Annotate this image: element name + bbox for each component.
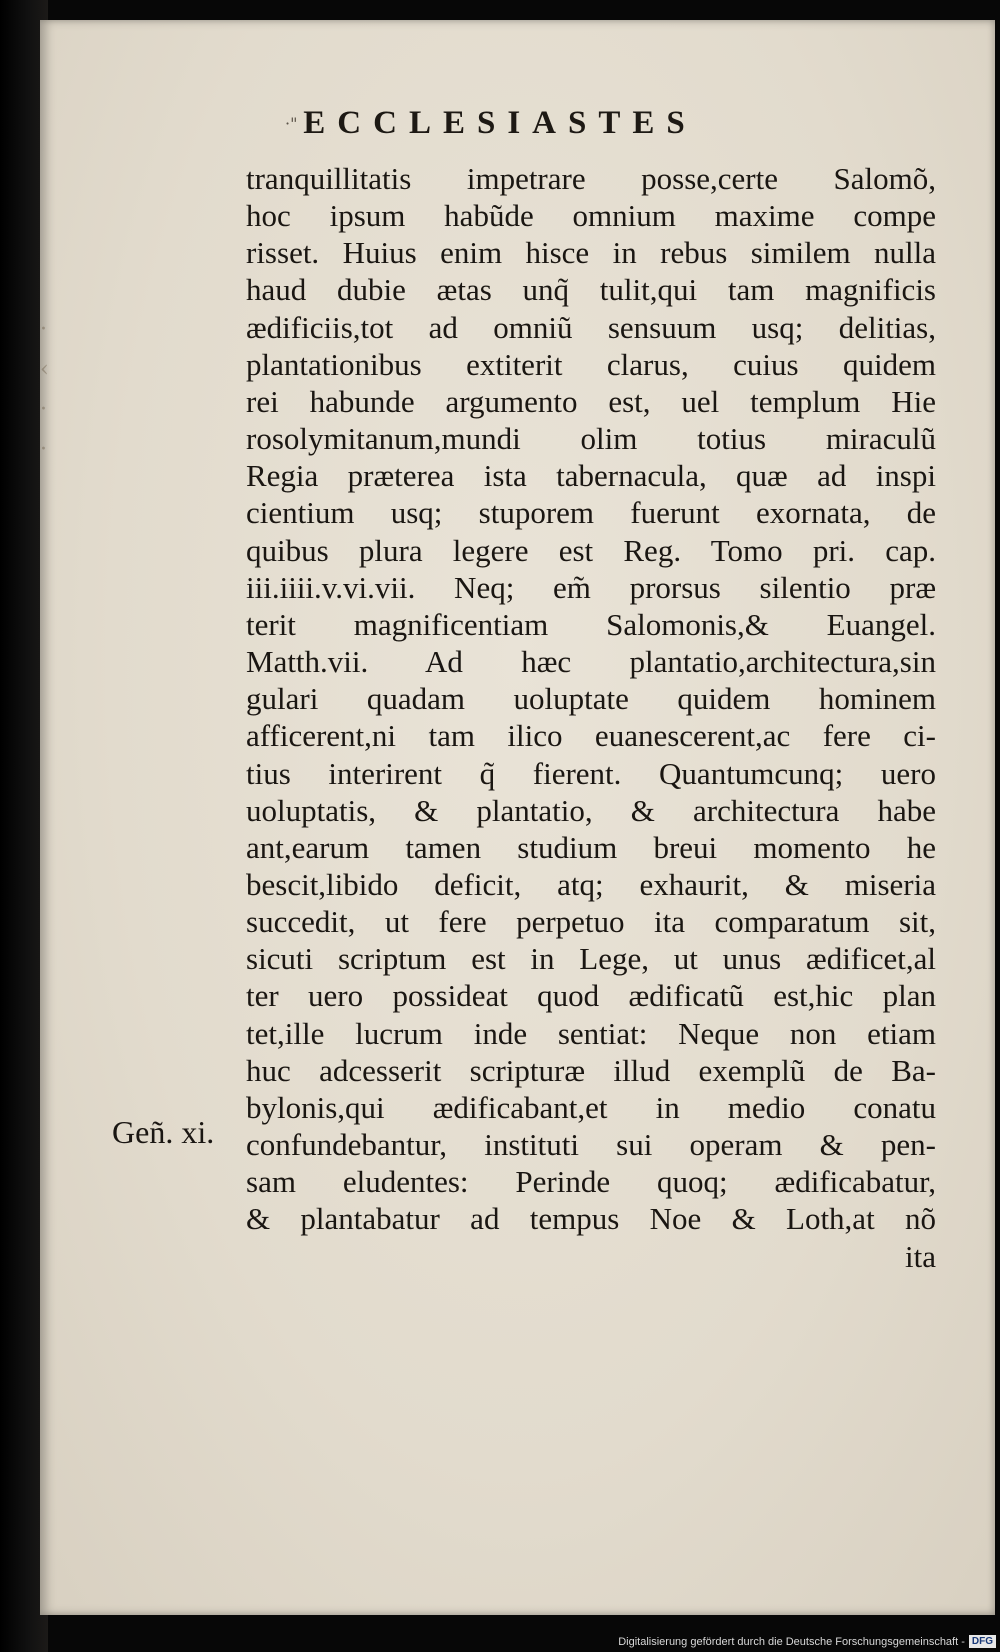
text-line: plantationibus extiterit clarus, cuius quidem: [246, 346, 936, 382]
footer-credit: Digitalisierung gefördert durch die Deutsche Forschungsgemeinschaft -: [618, 1635, 965, 1648]
text-line: sam eludentes: Perinde quoq; ædificabatur,: [246, 1164, 936, 1200]
text-line: iii.iiii.v.vi.vii. Neq; em̃ prorsus silentio præ: [246, 569, 936, 605]
body-text: [246, 160, 936, 1275]
text-line: huc adcesserit scripturæ illud exemplũ de Ba-: [246, 1052, 936, 1088]
text-line: tet,ille lucrum inde sentiat: Neque non etiam: [246, 1015, 936, 1051]
text-line: sicuti scriptum est in Lege, ut unus ædificet,al: [246, 941, 936, 977]
show-through-marks: · ‹ · ·: [40, 317, 49, 462]
text-line: haud dubie ætas unq̃ tulit,qui tam magnificis: [246, 272, 936, 308]
text-line: gulari quadam uoluptate quidem hominem: [246, 681, 936, 717]
text-line: ant,earum tamen studium breui momento he: [246, 829, 936, 865]
text-line: bylonis,qui ædificabant,et in medio conatu: [246, 1089, 936, 1125]
text-line: tius interirent q̃ fierent. Quantumcunq; uero: [246, 755, 936, 791]
text-line: uoluptatis, & plantatio, & architectura habe: [246, 792, 936, 828]
digitization-footer: [618, 1635, 996, 1648]
text-line: ædificiis,tot ad omniũ sensuum usq; delitias,: [246, 309, 936, 345]
text-line: ita: [905, 1238, 936, 1274]
text-line: tranquillitatis impetrare posse,certe Salomõ,: [246, 161, 936, 196]
text-line: bescit,libido deficit, atq; exhaurit, & miseria: [246, 866, 936, 902]
running-head: ECCLESIASTES: [303, 105, 697, 141]
text-line: afficerent,ni tam ilico euanescerent,ac fere ci-: [246, 718, 936, 754]
text-line: risset. Huius enim hisce in rebus similem nulla: [246, 235, 936, 271]
margin-note: Geñ. xi.: [112, 1114, 215, 1150]
text-line: quibus plura legere est Reg. Tomo pri. cap.: [246, 532, 936, 568]
text-line: Regia præterea ista tabernacula, quæ ad inspi: [246, 458, 936, 494]
ornament-mark-icon: ·": [285, 114, 298, 133]
text-line: confundebantur, instituti sui operam & pen-: [246, 1127, 936, 1163]
text-line: Matth.vii. Ad hæc plantatio,architectura,sin: [246, 644, 936, 680]
text-line: rosolymitanum,mundi olim totius miraculũ: [246, 421, 936, 457]
text-line: rei habunde argumento est, uel templum Hie: [246, 383, 936, 419]
dfg-logo-icon: DFG: [969, 1635, 996, 1648]
text-line: hoc ipsum habũde omnium maxime compe: [246, 198, 936, 234]
text-line: terit magnificentiam Salomonis,& Euangel.: [246, 606, 936, 642]
text-line: ter uero possideat quod ædificatũ est,hic plan: [246, 978, 936, 1014]
text-line: succedit, ut fere perpetuo ita comparatum sit,: [246, 904, 936, 940]
text-line: cientium usq; stuporem fuerunt exornata, de: [246, 495, 936, 531]
text-line: & plantabatur ad tempus Noe & Loth,at nõ: [246, 1201, 936, 1237]
